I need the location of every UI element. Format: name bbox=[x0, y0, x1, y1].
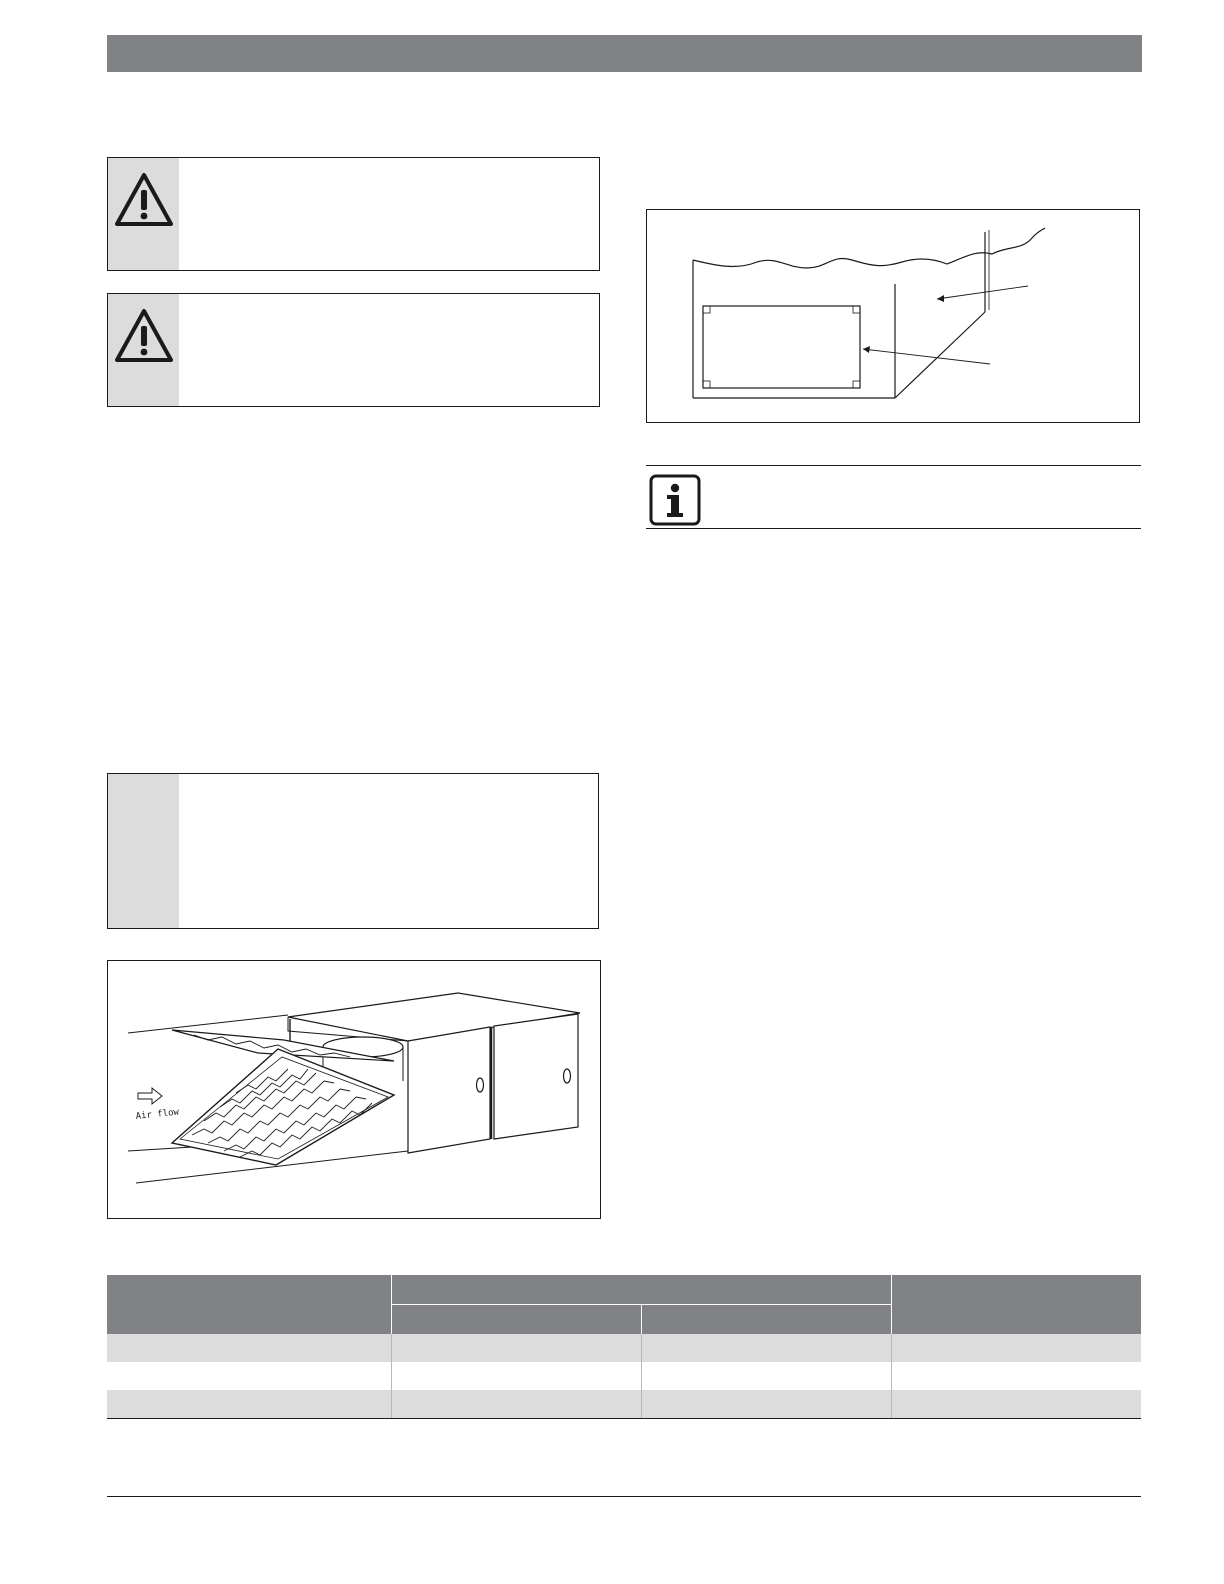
table-cell bbox=[891, 1390, 1141, 1419]
table-header-sub1 bbox=[391, 1305, 641, 1335]
warning-box-2 bbox=[107, 293, 600, 407]
airflow-arrow-icon bbox=[138, 1088, 162, 1104]
filter-slideout-illustration bbox=[108, 961, 600, 1218]
table-cell bbox=[107, 1390, 391, 1419]
warning-sidebar bbox=[108, 158, 179, 270]
warning-triangle-icon bbox=[113, 306, 175, 368]
table-header-sub2 bbox=[641, 1305, 891, 1335]
notice-sidebar bbox=[108, 774, 179, 928]
table-cell bbox=[641, 1390, 891, 1419]
table-header-col1 bbox=[107, 1275, 391, 1334]
info-note bbox=[646, 466, 1141, 528]
filter-rack-illustration bbox=[647, 210, 1139, 422]
table-cell bbox=[391, 1390, 641, 1419]
table-row bbox=[107, 1334, 1141, 1362]
table-cell bbox=[641, 1334, 891, 1362]
warning-sidebar bbox=[108, 294, 179, 406]
footer-rule bbox=[107, 1496, 1141, 1497]
warning-box-1 bbox=[107, 157, 600, 271]
spec-table bbox=[107, 1275, 1141, 1419]
table-cell bbox=[107, 1362, 391, 1390]
filter-rack-figure bbox=[646, 209, 1140, 423]
info-bottom-rule bbox=[646, 528, 1141, 529]
warning-triangle-icon bbox=[113, 170, 175, 232]
table-cell bbox=[641, 1362, 891, 1390]
header-bar bbox=[107, 35, 1142, 72]
table-row bbox=[107, 1390, 1141, 1419]
table-header-group bbox=[391, 1275, 891, 1305]
table-header-col4 bbox=[891, 1275, 1141, 1334]
table-cell bbox=[391, 1362, 641, 1390]
table-cell bbox=[391, 1334, 641, 1362]
filter-slideout-figure bbox=[107, 960, 601, 1219]
table-cell bbox=[107, 1334, 391, 1362]
airflow-label: Air flow bbox=[135, 1107, 180, 1122]
spec-table-wrap bbox=[107, 1275, 1141, 1419]
table-cell bbox=[891, 1334, 1141, 1362]
table-row bbox=[107, 1362, 1141, 1390]
table-cell bbox=[891, 1362, 1141, 1390]
notice-box bbox=[107, 773, 599, 929]
info-icon bbox=[649, 474, 701, 526]
